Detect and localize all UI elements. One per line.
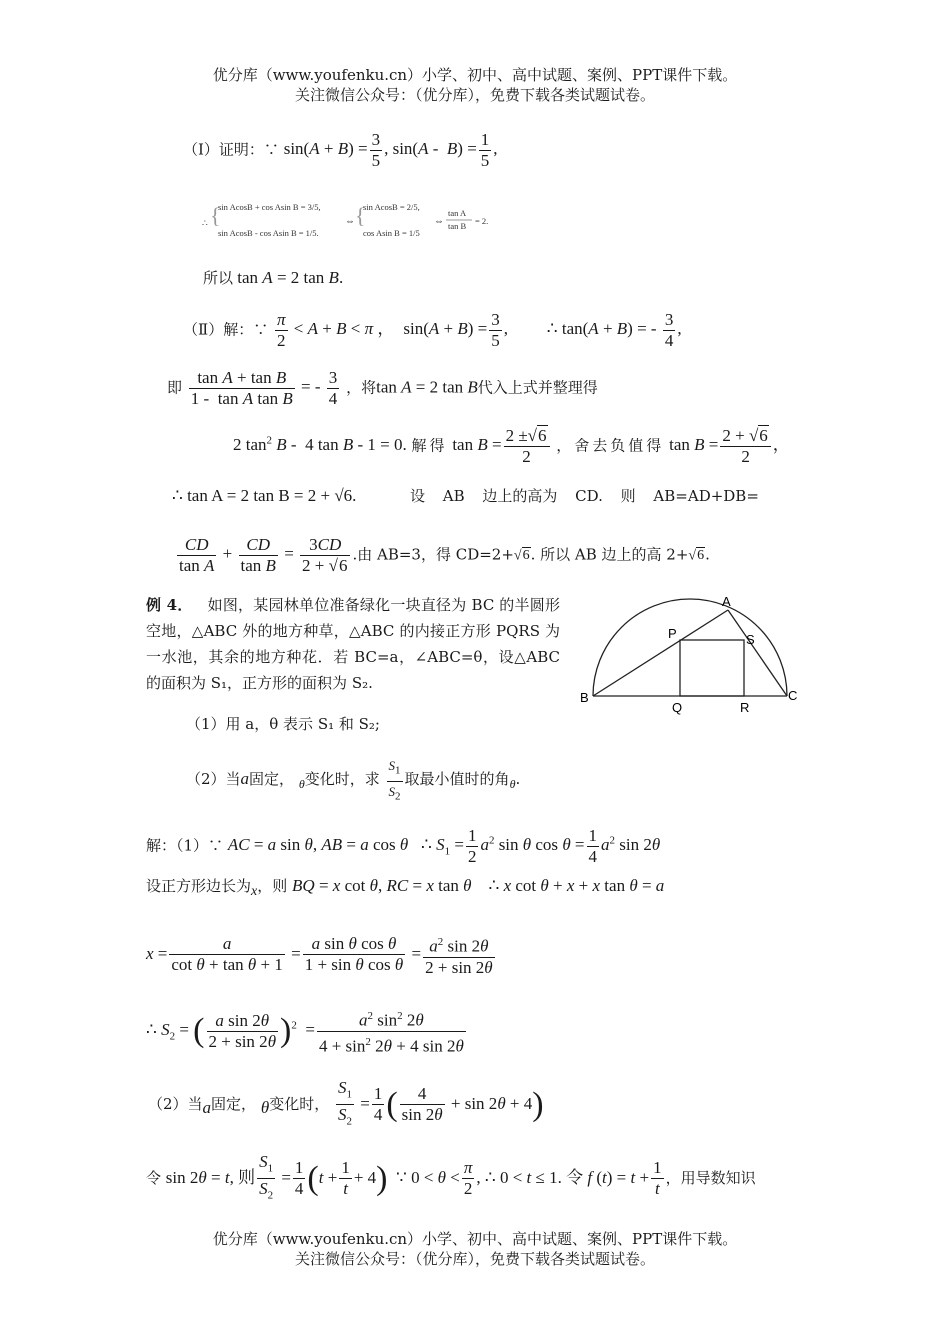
label-q: Q [672,700,683,715]
sub-text1: ，将 [346,378,377,397]
solve-text: 解得 [411,436,448,455]
square-pqrs [680,640,744,696]
so-equation: tan A = 2 tan B. [233,268,344,287]
then-text: ，则 [257,877,288,895]
p2-text-c: 变化时， [269,1094,330,1113]
page-footer-line1: 优分库（www.youfenku.cn）小学、初中、高中试题、案例、PPT课件下载。 [212,1230,738,1248]
let-text: 令 [146,1168,162,1187]
quadratic-eq: 2 $\tan^2 B - 4$ tan B - 1 = 0. [233,434,407,455]
therefore-eq: ∴ tan A = 2 tan B = 2 + √6. [172,486,357,505]
segment-ba [593,610,728,696]
part1-label: （Ⅰ）证明：∵ [183,140,279,159]
part2-sin-eq: sin(A + B) = $\frac{3}{5}$ , [399,310,509,350]
example4-q1: （1）用 a，θ 表示 S₁ 和 S₂; [186,715,380,733]
side-var: x [251,884,258,899]
label-s: S [746,632,755,647]
height-text: 设 AB 边上的高为 CD. 则 AB=AD+DB= [410,487,759,505]
part2-statement [183,310,682,351]
part1-statement [183,130,498,171]
label-p: P [668,626,677,641]
solution-eq2: BQ = x cot θ, RC = x tan θ ∴ x cot θ + x + x tan θ = a [292,876,665,895]
sub-equation: tan A = 2 tan B [376,377,478,397]
svg-text:tan B: tan B [448,221,467,231]
solve-eq: tan B = $\frac{2 \pm√6}{2}$ [452,435,551,454]
part1-system-graphic [202,196,502,248]
ji-text: 即 [167,378,183,397]
part1-conclusion [203,266,343,290]
q2-text-b: 固定， [249,770,295,789]
example4-q2: （2）当a固定， $_\theta$变化时，求 $\frac{S_1}{S_2}$ 取最小值时的角$_\theta$. [186,758,521,803]
solution-eq1: AC = a sin θ, AB = a cos θ ∴ $S_1$ = $\frac{1}{2}$ $a^2$ sin θ cos θ = $\frac{1}{4}$ $a^2$ sin 2θ [227,826,661,866]
part2-tan-eq: ∴ tan(A + B) = - $\frac{3}{4}$ , [512,310,682,350]
part1-equation: sin(A + B) = $\frac{3}{5}$ , sin(A - B) = $\frac{1}{5}$ , [283,130,498,170]
part1-system [202,196,502,252]
ratio-eq: $\frac{S_1}{S_2}$ = $\frac{1}{4}$ ( $\frac{4}{\sin 2\theta}$ + sin 2θ + 4) [338,1078,544,1128]
discard-text: ，舍去负值得 [556,436,665,455]
svg-text:{: { [210,203,221,228]
label-b: B [580,690,589,705]
part2-label: （Ⅱ）解：∵ [183,320,269,339]
solution-s2-eq: ∴ $S_2$ = ( $\frac{\text{a sin 2θ}}{2 + \sin 2\theta}$ )$^2$ = $\frac{a^2 \sin^2 2\theta}{4 + \sin^2 2\theta + 4 \sin 2\theta}$ [146,1006,468,1056]
p2-text-a: （2）当 [148,1094,203,1113]
semicircle-figure [576,590,806,720]
part2-substitution [167,368,598,409]
svg-text:tan A: tan A [448,208,467,218]
sqrt6-a: √6 [513,548,530,564]
sub-text2: 代入上式并整理得 [477,378,598,397]
label-a: A [722,594,731,609]
sqrt6-b: √6 [688,548,705,564]
segment-ac [728,610,787,696]
example4-figure [576,590,806,724]
page-footer-line2: 关注微信公众号：（优分库），免费下载各类试题试卷。 [294,1250,655,1268]
solution-x-eq: x = $\frac{a}{\text{cot θ + tan θ + 1}}$ = $\frac{\text{a sin θ cos θ}}{\text{1 + sin θ cos θ}}$ = $\frac{a^2 \sin 2\theta}{2 + \sin 2\theta}$ [146,932,497,978]
solution-label: 解：（1）∵ [146,836,224,855]
let-eq: sin 2θ = t, 则 $\frac{S_1}{S_2}$ = $\frac{1}{4}$ (t + $\frac{1}{t}$ + 4) ∵ 0 < θ < $\frac{\pi}{2}$ , ∴ 0 < t ≤ 1. 令 f (t) = t + $\frac{1}{t}$ [165,1152,662,1202]
cd-sum: $\frac{CD}{\text{tan A}}$ + $\frac{CD}{\text{tan B}}$ = $\frac{3CD}{2 + √6}$ [175,544,352,563]
svg-text:{: { [355,203,366,228]
svg-text:sin AcosB = 2/5,: sin AcosB = 2/5, [363,202,420,212]
svg-text:⇔: ⇔ [434,216,444,227]
q2-text-d: 取最小值时的角 [404,770,510,789]
page-header-line2: 关注微信公众号：（优分库），免费下载各类试题试卷。 [294,86,655,104]
tan-sum-formula: $\frac{\text{tan A + tan B}}{\text{1 - tan A tan B}}$ = - $\frac{3}{4}$ [190,368,338,408]
example4-problem [146,592,560,696]
svg-text:⇔: ⇔ [345,216,355,227]
svg-text:∴: ∴ [202,218,208,228]
part2-quadratic [233,426,790,467]
svg-text:= 2.: = 2. [475,216,489,226]
solution-substitution [146,1152,756,1206]
example4-label: 例 4． [146,596,193,614]
q2-text-c: 变化时，求 [304,770,380,789]
part2-final: $\frac{CD}{\text{tan A}}$ + $\frac{CD}{\text{tan B}}$ = $\frac{3CD}{2 + √6}$ .由 AB=3，得 CD=2+√6. 所以 AB 边上的高 2+√6. [175,535,710,576]
label-c: C [788,688,798,703]
solution-step2 [146,874,664,904]
page-header-line1: 优分库（www.youfenku.cn）小学、初中、高中试题、案例、PPT课件下载。 [212,66,738,84]
semicircle-arc [593,599,787,696]
side-text: 设正方形边长为 [146,877,252,895]
solution-part2: （2）当a固定， θ变化时， $\frac{S_1}{S_2}$ = $\frac{1}{4}$ ( $\frac{4}{\sin 2\theta}$ + sin 2θ + 4) [148,1078,544,1128]
svg-text:sin AcosB - cos Asin B = 1/5.: sin AcosB - cos Asin B = 1/5. [218,228,319,238]
part2-therefore-row [172,484,808,508]
final-text: .由 AB=3，得 CD=2+ [352,545,514,564]
q2-text-a: （2）当 [186,770,241,789]
label-r: R [740,700,750,715]
final-text2: . 所以 AB 边上的高 2+ [530,545,689,564]
svg-text:sin AcosB + cos Asin B = 3/5,: sin AcosB + cos Asin B = 3/5, [218,202,321,212]
so-text: 所以 [203,269,234,287]
positive-root: tan B = $\frac{2 + √6}{2}$ ， [669,426,790,466]
part2-condition: $\frac{\pi}{2}$ < A + B < π ， [276,310,395,350]
tail-text: ，用导数知识 [665,1168,756,1187]
p2-text-b: 固定， [211,1094,257,1113]
example4-text: 如图，某园林单位准备绿化一块直径为 BC 的半圆形空地，△ABC 外的地方种草，△ABC 的内接正方形 PQRS 为一水池，其余的地方种花．若 BC=a，∠ABC=θ，设△ABC 的面积为 S₁，正方形的面积为 S₂. [146,596,560,692]
solution-step1 [146,826,660,867]
svg-text:cos Asin B = 1/5: cos Asin B = 1/5 [363,228,420,238]
